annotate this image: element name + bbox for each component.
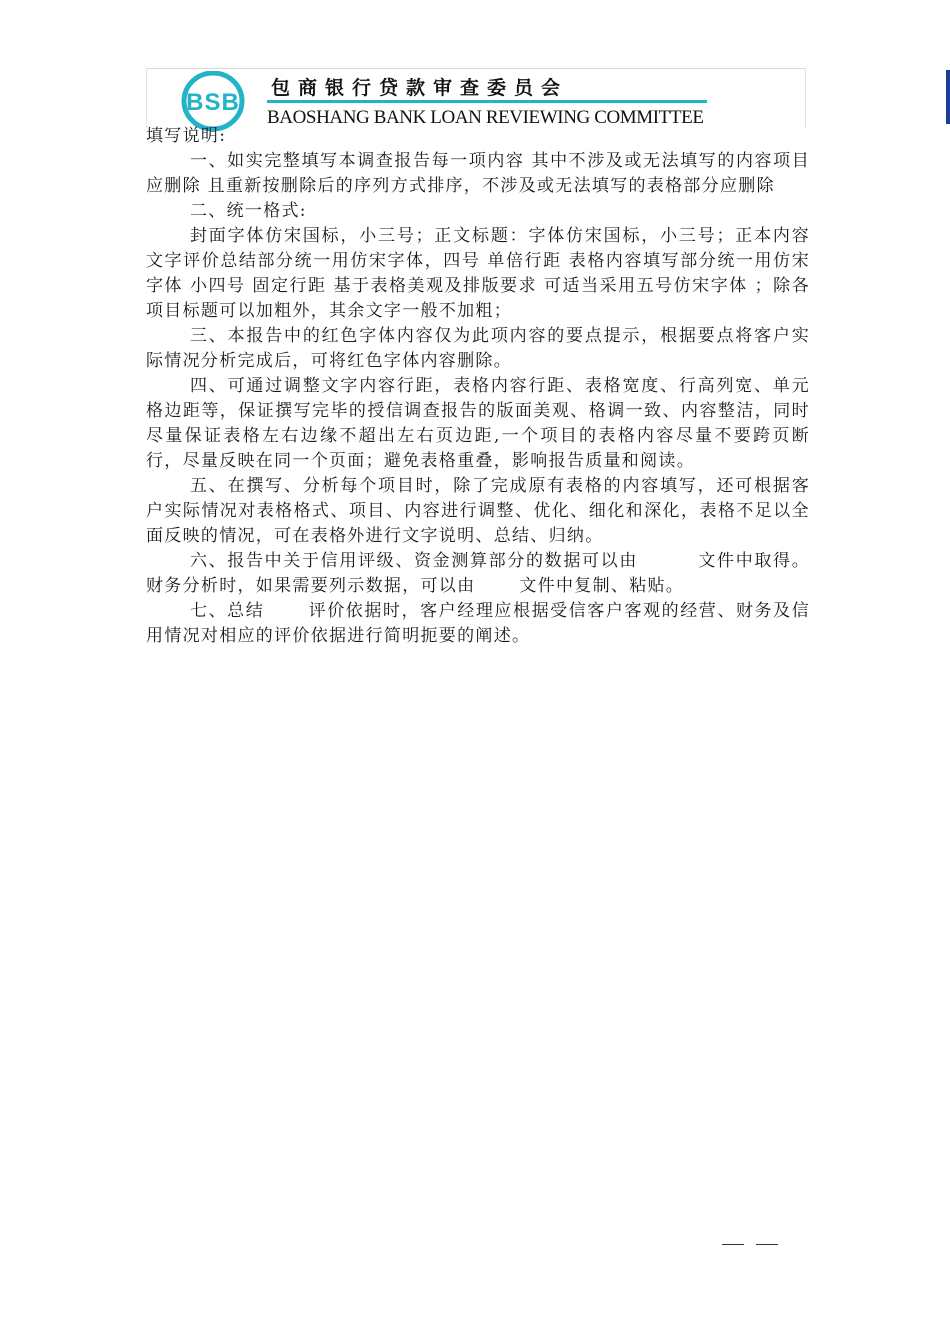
logo-text: BSB [186,89,240,116]
page-number-dash-right [756,1244,778,1245]
instruction-item-7-part-2: 评价依据时，客户经理应根据受信客户客观的经营、财务及信用情况对相应的评价依据进行简明扼要的阐述。 [146,601,810,646]
edge-marker [946,70,950,124]
bsb-logo-icon [181,71,245,131]
instruction-item-6-part-3: 文件中复制、粘贴。 [519,576,685,596]
header-divider [267,100,707,103]
instruction-item-4: 四、可通过调整文字内容行距，表格内容行距、表格宽度、行高列宽、单元格边距等，保证撰写完毕的授信调查报告的版面美观、格调一致、内容整洁，同时尽量保证表格左右边缘不超出左右页边距,一个项目的表格内容尽量不要跨页断行，尽量反映在同一个页面；避免表格重叠，影响报告质量和阅读。 [146,376,810,471]
instruction-item-7-part-1: 七、总结 [190,601,265,621]
instruction-item-1: 一、如实完整填写本调查报告每一项内容 其中不涉及或无法填写的内容项目应删除 且重新按删除后的序列方式排序，不涉及或无法填写的表格部分应删除 [146,151,810,196]
bsb-logo [181,71,245,131]
instruction-item-3: 三、本报告中的红色字体内容仅为此项内容的要点提示，根据要点将客户实际情况分析完成后，可将红色字体内容删除。 [146,326,810,371]
instruction-item-2-body: 封面字体仿宋国标，小三号；正文标题：字体仿宋国标，小三号；正本内容 文字评价总结部分统一用仿宋字体，四号 单倍行距 表格内容填写部分统一用仿宋字体 小四号 固定行距 基于表格美观及排版要求 可适当采用五号仿宋字体 ；除各项目标题可以加粗外，其余文字一般不加粗； [146,226,810,321]
instruction-item-7 [146,599,810,649]
instructions-heading: 填写说明: [146,126,227,146]
page-number-dash-left [722,1244,744,1245]
instruction-item-2-heading: 二、统一格式: [190,201,307,221]
bank-name-english: BAOSHANG BANK LOAN REVIEWING COMMITTEE [267,107,704,128]
bank-name-chinese: 包商银行贷款审查委员会 [271,77,569,99]
instructions-body [146,124,810,649]
instruction-item-5: 五、在撰写、分析每个项目时，除了完成原有表格的内容填写，还可根据客户实际情况对表格格式、项目、内容进行调整、优化、细化和深化，表格不足以全面反映的情况，可在表格外进行文字说明、总结、归纳。 [146,476,810,546]
instruction-item-6-part-1: 六、报告中关于信用评级、资金测算部分的数据可以由 [190,551,638,571]
instruction-item-6 [146,549,810,599]
letterhead [146,68,806,128]
instruction-item-6-part-2: 文件中取得。财务分析时，如果需要列示数据，可以由 [146,551,810,596]
